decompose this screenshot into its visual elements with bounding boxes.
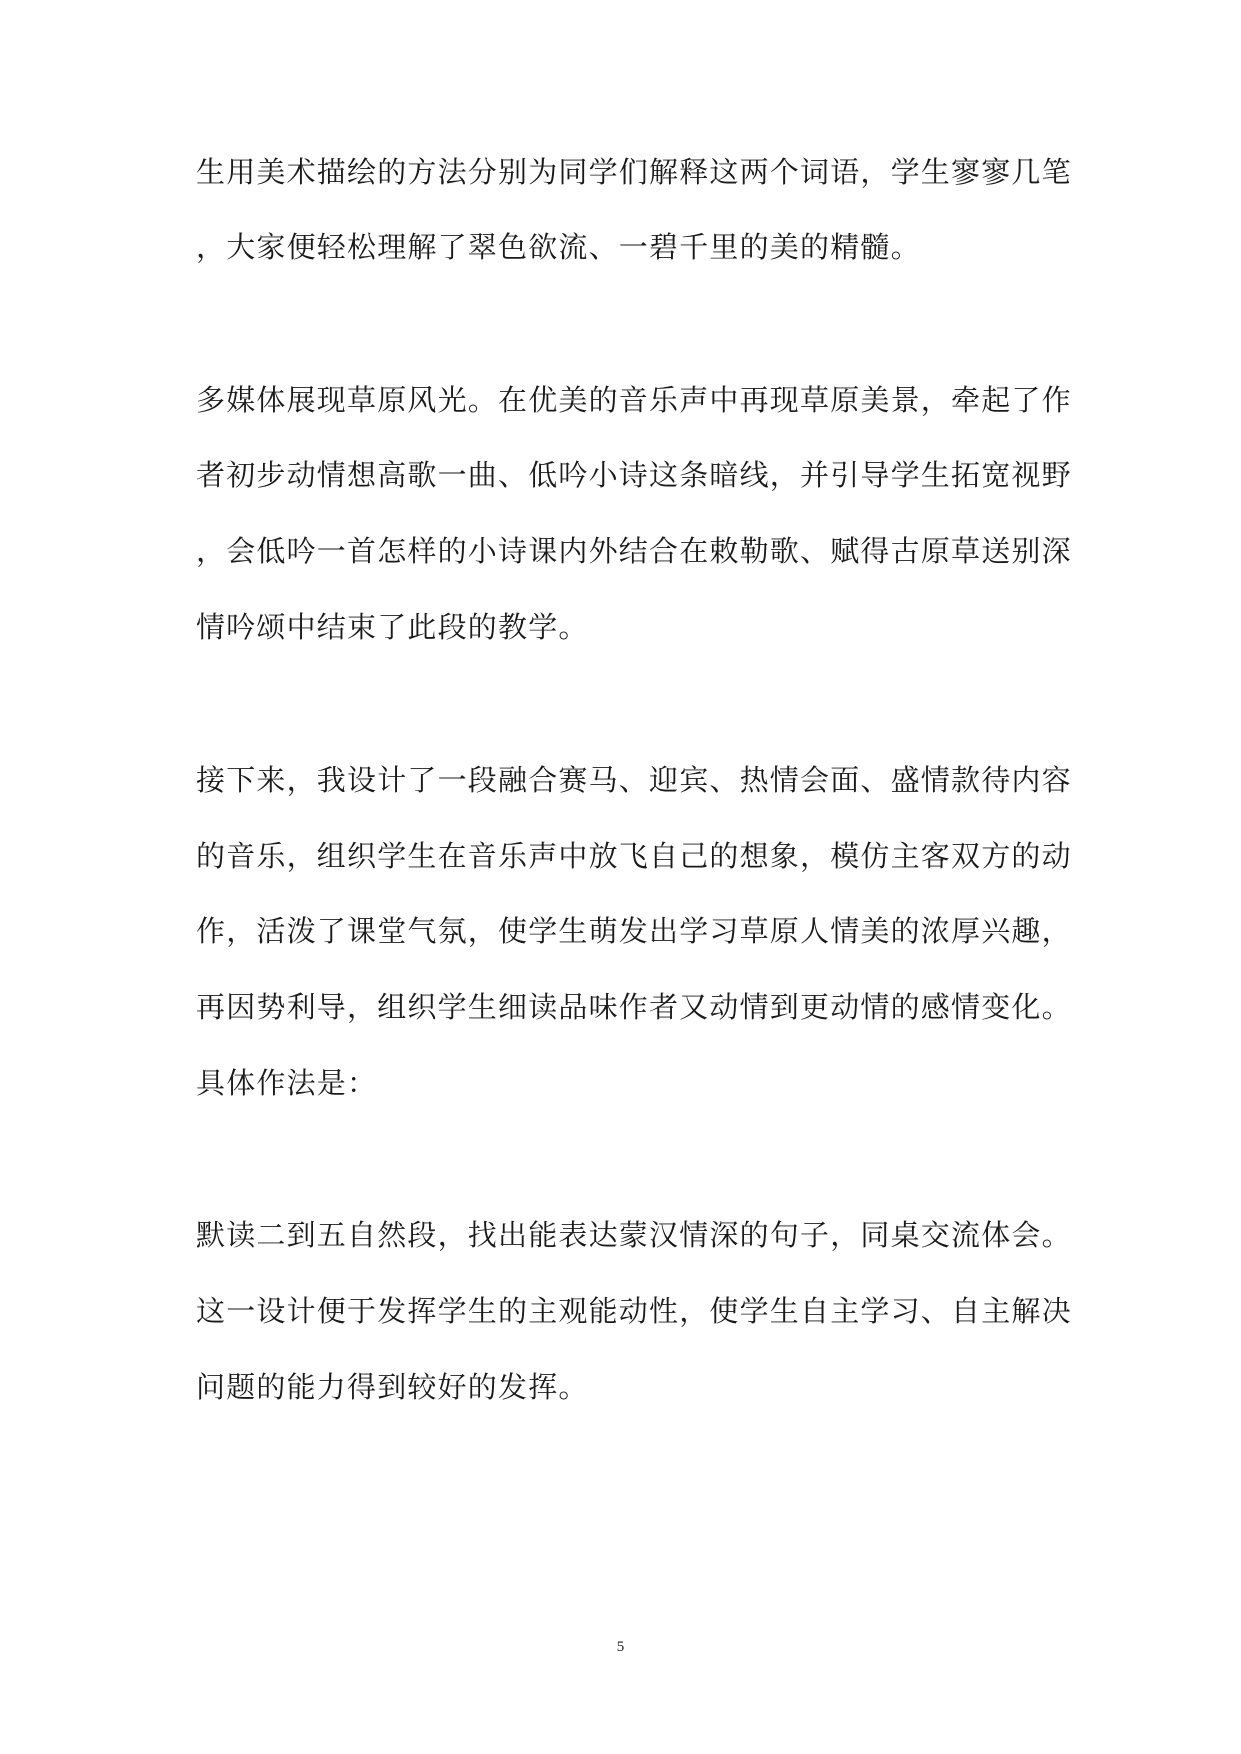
paragraph-4-line-2: 这一设计便于发挥学生的主观能动性，使学生自主学习、自主解决 xyxy=(196,1294,1072,1328)
paragraph-2-line-2: 者初步动情想高歌一曲、低吟小诗这条暗线，并引导学生拓宽视野 xyxy=(196,458,1072,492)
paragraph-2-line-4: 情吟颂中结束了此段的教学。 xyxy=(196,610,589,644)
paragraph-4-line-1: 默读二到五自然段，找出能表达蒙汉情深的句子，同桌交流体会。 xyxy=(196,1218,1072,1252)
page-number: 5 xyxy=(616,1639,625,1655)
paragraph-1-line-2: ，大家便轻松理解了翠色欲流、一碧千里的美的精髓。 xyxy=(196,230,921,264)
paragraph-2-line-3: ，会低吟一首怎样的小诗课内外结合在敕勒歌、赋得古原草送别深 xyxy=(196,534,1072,568)
paragraph-3-line-2: 的音乐，组织学生在音乐声中放飞自己的想象，模仿主客双方的动 xyxy=(196,839,1072,873)
paragraph-3-line-1: 接下来，我设计了一段融合赛马、迎宾、热情会面、盛情款待内容 xyxy=(196,763,1072,797)
paragraph-1-line-1: 生用美术描绘的方法分别为同学们解释这两个词语，学生寥寥几笔 xyxy=(196,155,1072,189)
paragraph-3-line-4: 再因势利导，组织学生细读品味作者又动情到更动情的感情变化。 xyxy=(196,990,1072,1024)
paragraph-2-line-1: 多媒体展现草原风光。在优美的音乐声中再现草原美景，牵起了作 xyxy=(196,383,1072,417)
paragraph-3-line-5: 具体作法是： xyxy=(196,1066,378,1100)
paragraph-3-line-3: 作，活泼了课堂气氛，使学生萌发出学习草原人情美的浓厚兴趣， xyxy=(196,914,1072,948)
paragraph-4-line-3: 问题的能力得到较好的发挥。 xyxy=(196,1370,589,1404)
